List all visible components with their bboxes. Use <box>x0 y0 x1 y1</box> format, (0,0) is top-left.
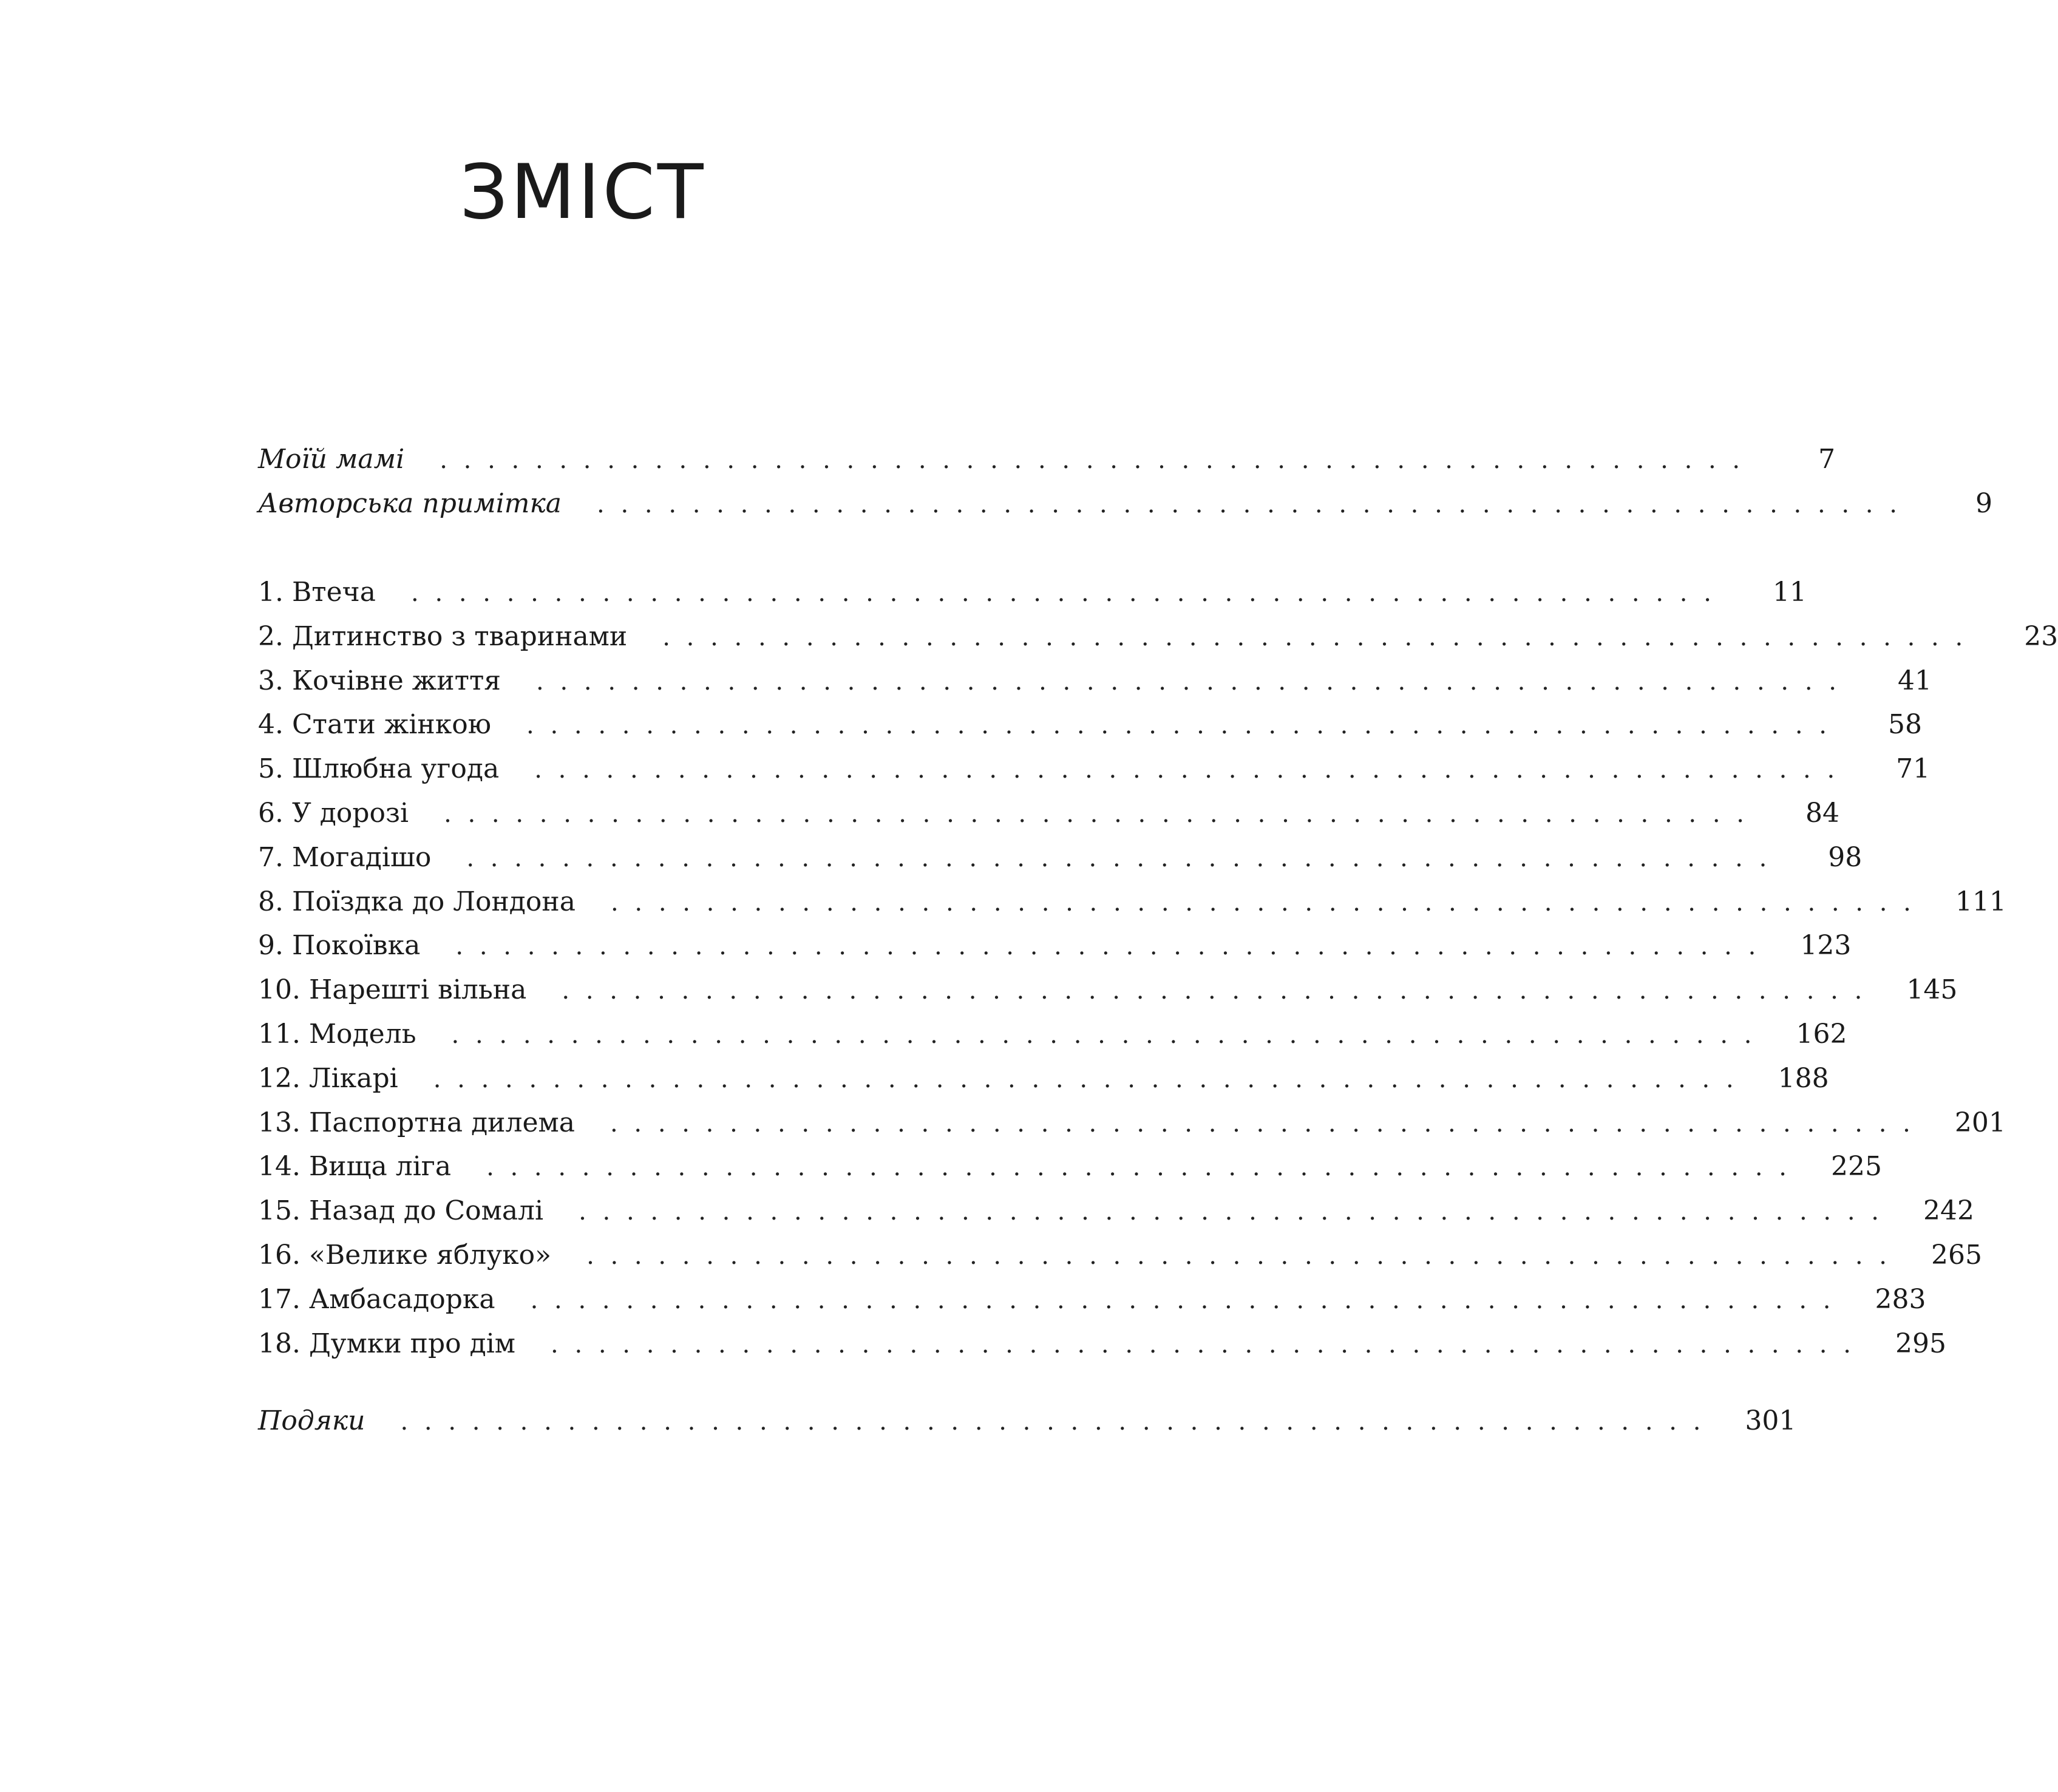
toc-entry-chapter-12[interactable] <box>258 1057 1829 1101</box>
toc-entry-chapter-16[interactable] <box>258 1234 1982 1278</box>
toc-entry-page: 283 <box>1875 1283 1926 1315</box>
dot-leader: . . . . . . . . . . . . . . . . . . . . . . . . . . . . . . . . . . . . . . . . . . . . . . . . . . . . . . . <box>586 1241 1891 1270</box>
toc-entry-chapter-11[interactable] <box>258 1013 1847 1057</box>
dot-leader: . . . . . . . . . . . . . . . . . . . . . . . . . . . . . . . . . . . . . . . . . . . . . . . . . . . . . . . <box>433 1065 1738 1093</box>
dot-leader: . . . . . . . . . . . . . . . . . . . . . . . . . . . . . . . . . . . . . . . . . . . . . . . . . . . . . . . <box>662 623 1968 651</box>
toc-entry-chapter-17[interactable] <box>258 1278 1926 1322</box>
toc-entry-chapter-1[interactable] <box>258 571 1807 615</box>
toc-entry-label: 17. Амбасадорка <box>258 1283 495 1315</box>
toc-entry-chapter-4[interactable] <box>258 703 1922 747</box>
toc-entry-label: 11. Модель <box>258 1018 416 1050</box>
toc-entry-page: 11 <box>1772 577 1807 608</box>
dot-leader: . . . . . . . . . . . . . . . . . . . . . . . . . . . . . . . . . . . . . . . . . . . . . . . . . . . . . . . <box>597 490 1901 518</box>
toc-entry-page: 145 <box>1906 974 1958 1006</box>
dot-leader: . . . . . . . . . . . . . . . . . . . . . . . . . . . . . . . . . . . . . . . . . . . . . . . . . . . . . . . <box>440 446 1745 474</box>
dot-leader: . . . . . . . . . . . . . . . . . . . . . . . . . . . . . . . . . . . . . . . . . . . . . . . . . . . . . . . <box>551 1330 1855 1359</box>
toc-entry-page: 58 <box>1887 709 1922 741</box>
toc-entry-page: 23 <box>2024 620 2058 652</box>
page-title: ЗМІСТ <box>460 149 706 236</box>
toc-entry-page: 123 <box>1800 930 1852 962</box>
toc-entry-page: 98 <box>1828 841 1863 873</box>
toc-entry-chapter-13[interactable] <box>258 1101 2006 1145</box>
toc-entry-label: 12. Лікарі <box>258 1062 398 1094</box>
toc-entry-author-note[interactable] <box>258 482 1992 526</box>
toc-entry-label: Подяки <box>258 1405 365 1436</box>
toc-entry-chapter-18[interactable] <box>258 1322 1946 1366</box>
dot-leader: . . . . . . . . . . . . . . . . . . . . . . . . . . . . . . . . . . . . . . . . . . . . . . . . . . . . . . . <box>579 1198 1883 1226</box>
dot-leader: . . . . . . . . . . . . . . . . . . . . . . . . . . . . . . . . . . . . . . . . . . . . . . . . . . . . . . . <box>451 1020 1756 1049</box>
toc-entry-label: 13. Паспортна дилема <box>258 1107 575 1138</box>
toc-entry-chapter-8[interactable] <box>258 880 2006 925</box>
toc-entry-label: 3. Кочівне життя <box>258 665 501 696</box>
toc-entry-page: 188 <box>1778 1062 1829 1094</box>
chapters-list <box>258 571 2058 1366</box>
toc-entry-label: 2. Дитинство з тваринами <box>258 620 628 652</box>
toc-entry-label: 16. «Велике яблуко» <box>258 1239 552 1271</box>
toc-entry-page: 7 <box>1818 444 1836 475</box>
toc-entry-chapter-9[interactable] <box>258 924 1852 968</box>
back-matter-list <box>258 1399 1796 1444</box>
toc-entry-chapter-6[interactable] <box>258 792 1839 836</box>
toc-entry-label: 6. У дорозі <box>258 797 409 829</box>
toc-entry-page: 9 <box>1975 487 1992 519</box>
dot-leader: . . . . . . . . . . . . . . . . . . . . . . . . . . . . . . . . . . . . . . . . . . . . . . . . . . . . . . . <box>530 1286 1835 1314</box>
dot-leader: . . . . . . . . . . . . . . . . . . . . . . . . . . . . . . . . . . . . . . . . . . . . . . . . . . . . . . . <box>400 1408 1705 1436</box>
toc-entry-chapter-7[interactable] <box>258 836 1863 880</box>
toc-entry-page: 41 <box>1897 665 1932 696</box>
toc-entry-chapter-10[interactable] <box>258 968 1958 1013</box>
toc-entry-label: 10. Нарешті вільна <box>258 974 527 1006</box>
toc-entry-label: Моїй мамі <box>258 444 405 475</box>
dot-leader: . . . . . . . . . . . . . . . . . . . . . . . . . . . . . . . . . . . . . . . . . . . . . . . . . . . . . . . <box>455 932 1761 961</box>
toc-entry-label: 1. Втеча <box>258 577 376 608</box>
dot-leader: . . . . . . . . . . . . . . . . . . . . . . . . . . . . . . . . . . . . . . . . . . . . . . . . . . . . . . . <box>610 888 1915 917</box>
dot-leader: . . . . . . . . . . . . . . . . . . . . . . . . . . . . . . . . . . . . . . . . . . . . . . . . . . . . . . . <box>562 977 1867 1005</box>
dot-leader: . . . . . . . . . . . . . . . . . . . . . . . . . . . . . . . . . . . . . . . . . . . . . . . . . . . . . . . <box>466 844 1771 872</box>
toc-entry-label: 14. Вища ліга <box>258 1151 452 1183</box>
toc-entry-page: 295 <box>1895 1328 1946 1359</box>
toc-entry-label: 5. Шлюбна угода <box>258 753 500 785</box>
toc-entry-page: 71 <box>1896 753 1931 785</box>
toc-entry-chapter-15[interactable] <box>258 1189 1974 1234</box>
toc-entry-page: 111 <box>1955 886 2006 917</box>
toc-entry-chapter-14[interactable] <box>258 1145 1882 1189</box>
toc-entry-chapter-2[interactable] <box>258 615 2058 659</box>
dot-leader: . . . . . . . . . . . . . . . . . . . . . . . . . . . . . . . . . . . . . . . . . . . . . . . . . . . . . . . <box>610 1109 1915 1138</box>
toc-entry-page: 201 <box>1954 1107 2006 1138</box>
dot-leader: . . . . . . . . . . . . . . . . . . . . . . . . . . . . . . . . . . . . . . . . . . . . . . . . . . . . . . . <box>526 711 1831 740</box>
toc-entry-page: 225 <box>1831 1151 1882 1183</box>
dot-leader: . . . . . . . . . . . . . . . . . . . . . . . . . . . . . . . . . . . . . . . . . . . . . . . . . . . . . . . <box>411 579 1716 607</box>
dot-leader: . . . . . . . . . . . . . . . . . . . . . . . . . . . . . . . . . . . . . . . . . . . . . . . . . . . . . . . <box>486 1153 1791 1182</box>
toc-entry-page: 242 <box>1923 1195 1974 1227</box>
toc-entry-label: 18. Думки про дім <box>258 1328 516 1359</box>
toc-entry-label: 7. Могадішо <box>258 841 432 873</box>
toc-entry-label: Авторська примітка <box>258 487 562 519</box>
toc-entry-label: 15. Назад до Сомалі <box>258 1195 544 1227</box>
toc-entry-chapter-3[interactable] <box>258 659 1932 704</box>
toc-entry-page: 301 <box>1745 1405 1796 1436</box>
toc-entry-label: 4. Стати жінкою <box>258 709 492 741</box>
toc-entry-page: 84 <box>1805 797 1839 829</box>
front-matter-list <box>258 438 1992 526</box>
toc-entry-dedication[interactable] <box>258 438 1836 482</box>
dot-leader: . . . . . . . . . . . . . . . . . . . . . . . . . . . . . . . . . . . . . . . . . . . . . . . . . . . . . . . <box>444 799 1748 828</box>
dot-leader: . . . . . . . . . . . . . . . . . . . . . . . . . . . . . . . . . . . . . . . . . . . . . . . . . . . . . . . <box>536 667 1841 696</box>
toc-entry-page: 162 <box>1796 1018 1847 1050</box>
toc-entry-label: 9. Покоївка <box>258 930 421 962</box>
toc-entry-page: 265 <box>1931 1239 1982 1271</box>
toc-entry-label: 8. Поїздка до Лондона <box>258 886 576 917</box>
toc-entry-acknowledgements[interactable] <box>258 1399 1796 1444</box>
toc-entry-chapter-5[interactable] <box>258 747 1931 792</box>
dot-leader: . . . . . . . . . . . . . . . . . . . . . . . . . . . . . . . . . . . . . . . . . . . . . . . . . . . . . . . <box>534 756 1839 784</box>
